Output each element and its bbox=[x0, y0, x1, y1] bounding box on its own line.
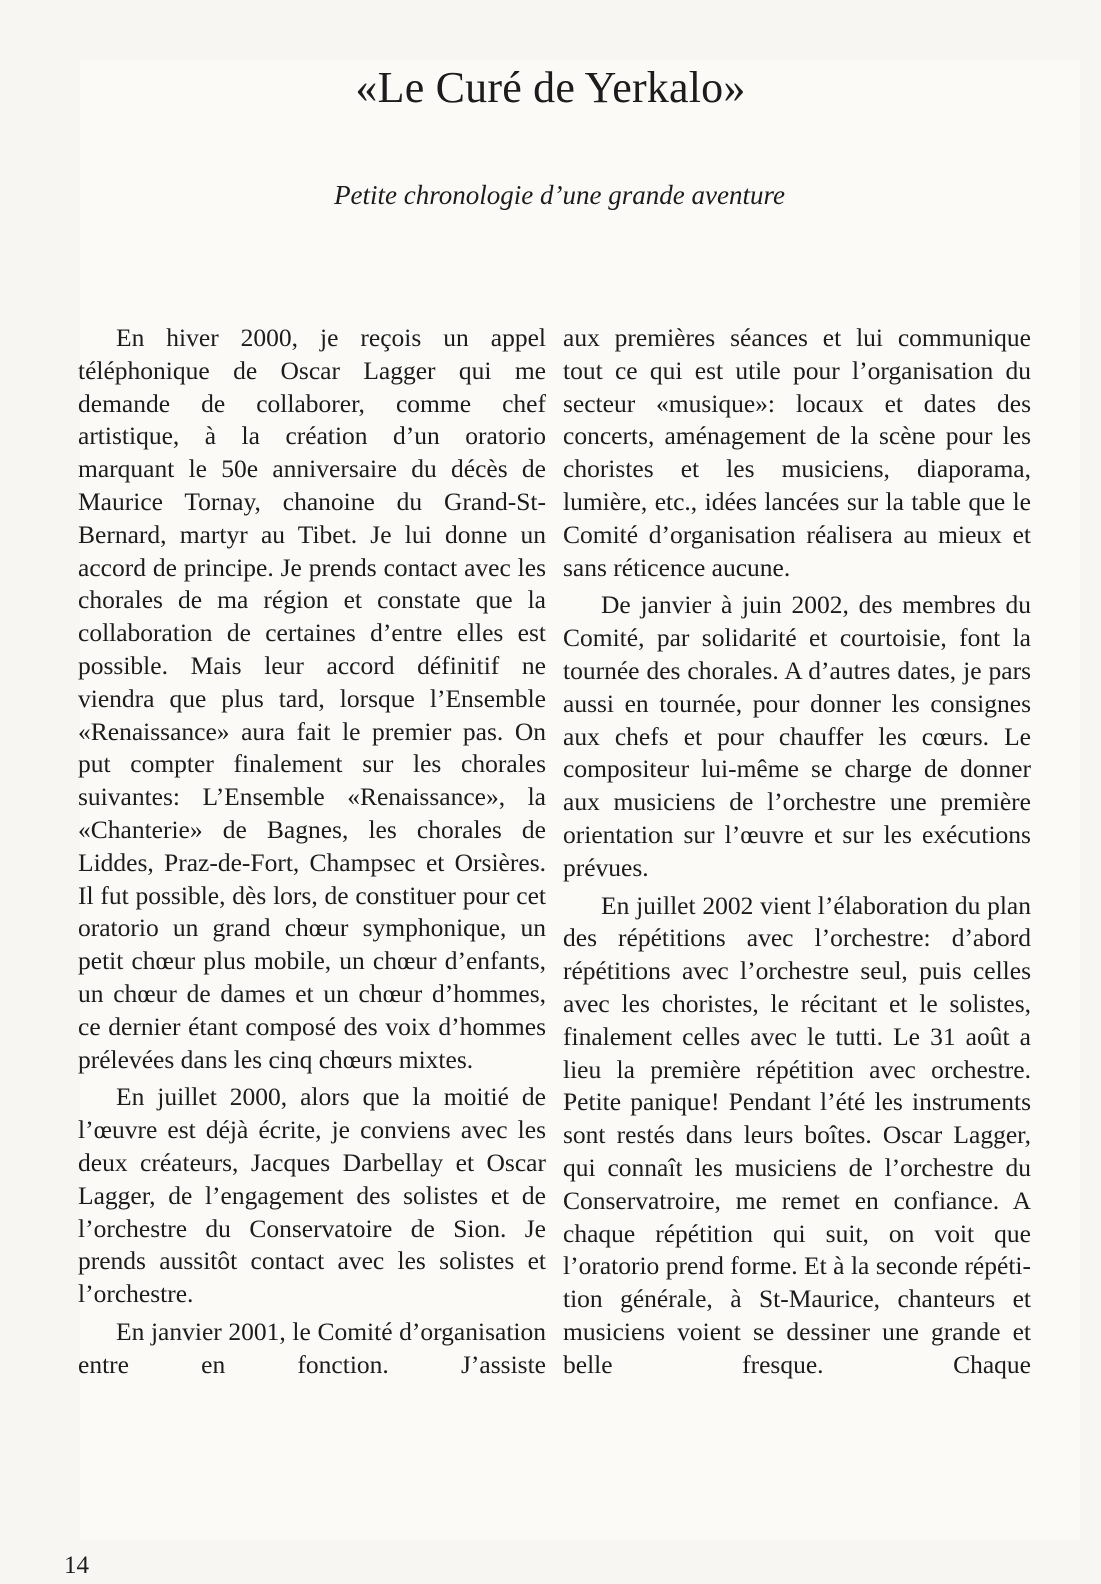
page-number: 14 bbox=[64, 1552, 89, 1579]
paragraph: En juillet 2000, alors que la moitié de l’œuvre est déjà écrite, je conviens avec les deux créateurs, Jacques Darbellay et Oscar Lagger, de l’engagement des solistes et de l’orchestre du Conservatoire de Sion. Je prends aussitôt contact avec les solistes et l’orchestre. bbox=[78, 1082, 546, 1309]
paragraph: En hiver 2000, je reçois un appel téléphonique de Oscar Lagger qui me demande de collaborer, comme chef artistique, à la création d’un oratorio marquant le 50e anniversaire du décès de Maurice Tornay, chanoine du Grand-St-Bernard, martyr au Tibet. Je lui donne un accord de principe. Je prends contact avec les chorales de ma région et constate que la collaboration de certaines d’entre elles est possible. Mais leur accord définitif ne viendra que plus tard, lorsque l’Ensemble «Renaissance» aura fait le premier pas. On put compter finalement sur les chorales suivantes: L’Ensemble «Renaissance», la «Chanterie» de Bagnes, les chorales de Liddes, Praz-de-Fort, Champsec et Orsières. Il fut possible, dès lors, de constituer pour cet oratorio un grand chœur symphonique, un petit chœur plus mobile, un chœur d’enfants, un chœur de dames et un chœur d’hommes, ce dernier étant composé des voix d’hommes prélevées dans les cinq chœurs mixtes. bbox=[78, 323, 546, 1074]
article-subtitle: Petite chronologie d’une grande aventure bbox=[334, 180, 785, 210]
article-title: «Le Curé de Yerkalo» bbox=[355, 63, 746, 112]
text-column-left bbox=[78, 322, 546, 1387]
paragraph: En janvier 2001, le Comité d’organisation entre en fonction. J’assiste bbox=[78, 1316, 546, 1379]
paragraph: aux premières séances et lui communique tout ce qui est utile pour l’organisation du secteur «musique»: locaux et dates des concerts, aménagement de la scène pour les choristes et les musiciens, diaporama, lumière, etc., idées lancées sur la table que le Comité d’organisation réalisera au mieux et sans réticence aucune. bbox=[563, 323, 1031, 582]
text-column-right bbox=[563, 322, 1031, 1387]
paragraph: De janvier à juin 2002, des membres du Comité, par solidarité et courtoisie, font la tournée des chorales. A d’autres dates, je pars aussi en tournée, pour donner les consignes aux chefs et pour chauffer les cœurs. Le compositeur lui-même se charge de donner aux musiciens de l’orchestre une première orientation sur l’œuvre et sur les exécutions prévues. bbox=[563, 590, 1031, 882]
paragraph: En juillet 2002 vient l’élaboration du plan des répétitions avec l’orchestre: d’abord répétitions avec l’orchestre seul, puis celles avec les choristes, le récitant et le solistes, finalement celles avec le tutti. Le 31 août a lieu la première répétition avec orchestre. Petite panique! Pendant l’été les instruments sont restés dans leurs boîtes. Oscar Lagger, qui connaît les musiciens de l’orchestre du Conservatroire, me remet en confiance. A chaque répétition qui suit, on voit que l’oratorio prend forme. Et à la seconde répétition générale, à St-Maurice, chanteurs et musiciens voient se dessiner une grande et belle fresque. Chaque bbox=[563, 890, 1031, 1379]
